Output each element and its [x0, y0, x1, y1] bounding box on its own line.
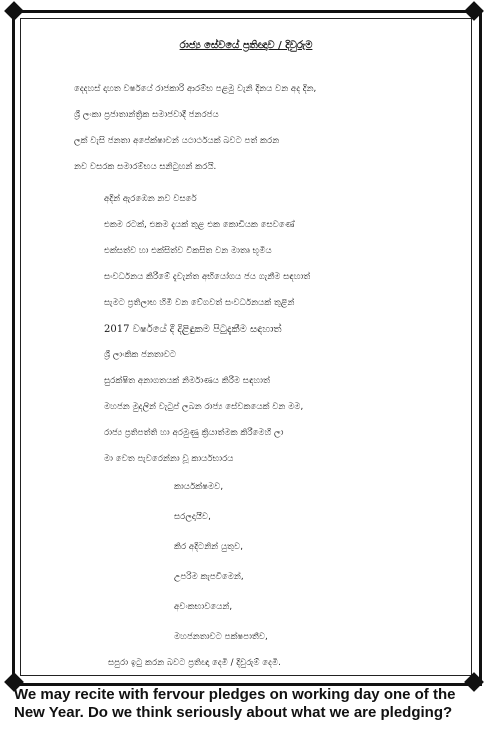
pledge-line: 2017 වර්ෂයේ දී දිළිඳුකම පිටුදැකීම සඳහාත් — [104, 324, 282, 335]
intro-line: ශ්‍රී ලංකා ප්‍රජාතාන්ත්‍රික සමාජවාදී ජනරජය — [74, 110, 219, 120]
pledge-line: මහජන මුදලින් වැටුප් ලබන රාජ්‍ය සේවකයෙක් වන මම, — [104, 402, 304, 412]
pledge-line: එක්සත්ව හා එක්සිත්ව විකසිත වන මාතෘ භූමිය — [104, 246, 272, 256]
intro-line: නව වසරක සමාරම්භය සනිටුහන් කරයි. — [74, 162, 217, 172]
pledge-line: එකම රටක්, එකම දැයක් තුළ එක කොඩියක සෙවණේ — [104, 220, 295, 230]
pledge-line: අදින් ඇරඹෙන නව වසරේ — [104, 194, 197, 204]
pledge-line: සැමට ප්‍රතිලාභ හිමි වන වේගවත් සංවර්ධනයක් තුළින් — [104, 298, 295, 308]
quality-line: අවංකභාවයෙන්, — [174, 602, 233, 612]
pledge-line: රාජ්‍ය ප්‍රතිපත්ති හා අරමුණු ක්‍රියාත්මක කිරීමෙහි ලා — [104, 428, 284, 438]
pledge-line: ශ්‍රී ලාංකික ජනතාවට — [104, 350, 177, 360]
intro-line: ලක් වැසි ජනතා අපේක්ෂාවන් යථාර්ථයක් බවට පත් කරන — [74, 136, 280, 146]
intro-line: දෙදහස් දාහත වර්ෂයේ රාජකාරි ආරම්භ පළමු වැනි දිනය වන අද දින, — [74, 84, 317, 94]
pledge-line: සුරක්ෂිත අනාගතයක් නිර්මාණය කිරීම සඳහාත් — [104, 376, 270, 386]
pledge-line: සංවර්ධනය කිරීමේ දැවැන්ත අභියෝගය ජය ගැනීම සඳහාත් — [104, 272, 311, 282]
closing-line: සපුරා ඉටු කරන බවට ප්‍රතිඥා දෙමි / දිවුරුම් දෙමි. — [108, 658, 281, 668]
caption-line-1: We may recite with fervour pledges on working day one of the — [14, 686, 456, 703]
quality-line: සරලදායීව, — [174, 512, 211, 522]
pledge-line: මා වෙත පැවරෙන්නා වූ කාර්යභාරය — [104, 454, 234, 464]
quality-line: උපරිම කැපවීමෙන්, — [174, 572, 244, 582]
photo-caption — [14, 686, 490, 722]
pledge-title: රාජ්‍ය සේවයේ ප්‍රතිඥාව / දිවුරුම — [179, 40, 313, 51]
quality-line: කාර්යක්ෂමව, — [174, 482, 224, 492]
pledge-document — [24, 22, 468, 672]
quality-line: කිර අදිටනින් යුතුව, — [174, 542, 243, 552]
quality-line: මහජනතාවට පක්ෂපාතීව, — [174, 632, 268, 642]
caption-line-2: New Year. Do we think seriously about what we are pledging? — [14, 704, 453, 721]
